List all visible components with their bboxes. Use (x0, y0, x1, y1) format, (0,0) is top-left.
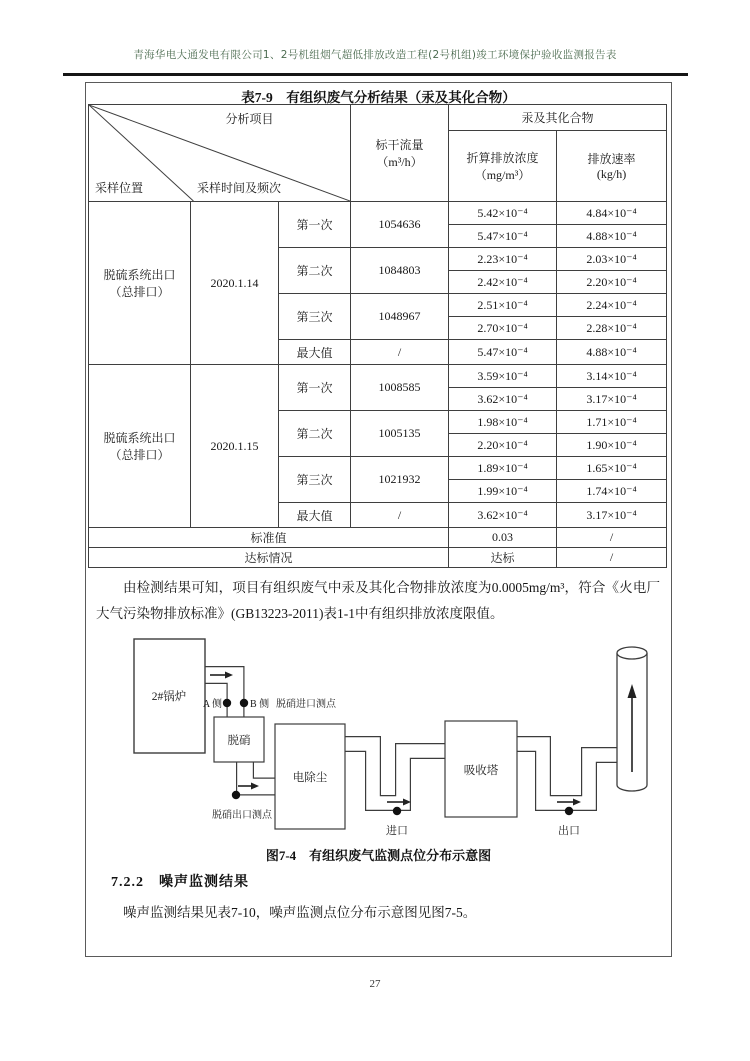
concentration-value-cell: 2.23×10⁻⁴ (449, 248, 557, 271)
scr-outlet-point-label: 脱硝出口测点 (212, 810, 272, 821)
inlet-measurement-dot (393, 807, 401, 815)
concentration-value-cell: 2.20×10⁻⁴ (449, 434, 557, 457)
max-label-cell: 最大值 (279, 340, 351, 365)
concentration-value-cell: 1.89×10⁻⁴ (449, 457, 557, 480)
flow-value-cell: 1008585 (351, 365, 449, 411)
flow-value-cell: 1054636 (351, 202, 449, 248)
date-cell: 2020.1.14 (191, 202, 279, 365)
rate-value-cell: 1.90×10⁻⁴ (557, 434, 667, 457)
concentration-value-cell: 1.99×10⁻⁴ (449, 480, 557, 503)
concentration-value-cell: 5.47×10⁻⁴ (449, 225, 557, 248)
document-header: 青海华电大通发电有限公司1、2号机组烟气超低排放改造工程(2号机组)竣工环境保护验收监测报告表 (133, 49, 617, 61)
standard-value-cell: 0.03 (449, 528, 557, 548)
date-cell: 2020.1.15 (191, 365, 279, 528)
emissions-table (88, 104, 667, 568)
header-rule (63, 73, 688, 76)
rate-value-cell: 1.71×10⁻⁴ (557, 411, 667, 434)
flow-value-cell: 1048967 (351, 294, 449, 340)
concentration-value-cell: 2.51×10⁻⁴ (449, 294, 557, 317)
run-label-cell: 第一次 (279, 365, 351, 411)
run-label-cell: 第二次 (279, 411, 351, 457)
header-concentration-unit: （mg/m³） (474, 168, 531, 182)
concentration-value-cell: 1.98×10⁻⁴ (449, 411, 557, 434)
scr-inlet-point-label: 脱硝进口测点 (276, 699, 336, 710)
rate-value-cell: 2.24×10⁻⁴ (557, 294, 667, 317)
run-label-cell: 第三次 (279, 457, 351, 503)
compliance-status-cell: 达标 (449, 548, 557, 568)
run-label-cell: 第三次 (279, 294, 351, 340)
header-flow (351, 105, 449, 202)
absorber-label: 吸收塔 (463, 765, 499, 777)
header-flow-label: 标干流量 (375, 138, 424, 152)
process-flow-diagram (111, 634, 671, 841)
header-sampling-location: 采样位置 (95, 181, 144, 195)
rate-value-cell: 1.74×10⁻⁴ (557, 480, 667, 503)
rate-value-cell: 1.65×10⁻⁴ (557, 457, 667, 480)
concentration-value-cell: 2.42×10⁻⁴ (449, 271, 557, 294)
esp-label: 电除尘 (292, 772, 328, 784)
location-line1: 脱硫系统出口 (103, 268, 176, 282)
location-line2: （总排口） (109, 448, 170, 462)
header-rate-label: 排放速率 (587, 152, 636, 166)
rate-value-cell: 3.14×10⁻⁴ (557, 365, 667, 388)
compliance-rate-cell: / (557, 548, 667, 568)
flow-value-cell: 1021932 (351, 457, 449, 503)
outlet-measurement-dot (565, 807, 573, 815)
section-text: 噪声监测结果见表7-10，噪声监测点位分布示意图见图7-5。 (123, 905, 477, 920)
rate-value-cell: 3.17×10⁻⁴ (557, 388, 667, 411)
max-label-cell: 最大值 (279, 503, 351, 528)
standard-rate-cell: / (557, 528, 667, 548)
header-analysis-item: 分析项目 (225, 112, 274, 126)
location-line2: （总排口） (109, 285, 170, 299)
page-number: 27 (369, 978, 381, 990)
stack-cylinder (617, 647, 647, 791)
rate-value-cell: 2.28×10⁻⁴ (557, 317, 667, 340)
header-flow-unit: （m³/h） (376, 155, 423, 169)
diagonal-header-cell (89, 105, 351, 202)
concentration-value-cell: 2.70×10⁻⁴ (449, 317, 557, 340)
header-concentration (449, 131, 557, 202)
header-mercury-group: 汞及其化合物 (449, 105, 667, 131)
rate-value-cell: 2.20×10⁻⁴ (557, 271, 667, 294)
header-sampling-time: 采样时间及频次 (197, 181, 282, 195)
side-b-measurement-dot (240, 699, 248, 707)
location-cell (89, 202, 191, 365)
rate-value-cell: 2.03×10⁻⁴ (557, 248, 667, 271)
flow-value-cell: 1005135 (351, 411, 449, 457)
outlet-label: 出口 (558, 825, 580, 837)
standard-value-label-cell: 标准值 (89, 528, 449, 548)
flow-value-cell: 1084803 (351, 248, 449, 294)
max-flow-cell: / (351, 340, 449, 365)
concentration-value-cell: 3.62×10⁻⁴ (449, 388, 557, 411)
max-concentration-cell: 3.62×10⁻⁴ (449, 503, 557, 528)
run-label-cell: 第二次 (279, 248, 351, 294)
concentration-value-cell: 5.42×10⁻⁴ (449, 202, 557, 225)
rate-value-cell: 4.84×10⁻⁴ (557, 202, 667, 225)
max-concentration-cell: 5.47×10⁻⁴ (449, 340, 557, 365)
inlet-label: 进口 (386, 825, 408, 837)
header-concentration-label: 折算排放浓度 (466, 151, 539, 165)
concentration-value-cell: 3.59×10⁻⁴ (449, 365, 557, 388)
section-heading: 7.2.2 噪声监测结果 (111, 875, 249, 890)
max-rate-cell: 4.88×10⁻⁴ (557, 340, 667, 365)
rate-value-cell: 4.88×10⁻⁴ (557, 225, 667, 248)
location-cell (89, 365, 191, 528)
max-flow-cell: / (351, 503, 449, 528)
max-rate-cell: 3.17×10⁻⁴ (557, 503, 667, 528)
scr-outlet-measurement-dot (232, 791, 240, 799)
figure-caption: 图7-4 有组织废气监测点位分布示意图 (265, 848, 492, 863)
boiler-label: 2#锅炉 (151, 691, 187, 703)
location-line1: 脱硫系统出口 (103, 431, 176, 445)
report-content-box (85, 82, 672, 957)
side-b-label: B 侧 (250, 699, 270, 710)
run-label-cell: 第一次 (279, 202, 351, 248)
side-a-measurement-dot (223, 699, 231, 707)
result-paragraph: 由检测结果可知，项目有组织废气中汞及其化合物排放浓度为0.0005mg/m³，符合《火电厂大气污染物排放标准》(GB13223-2011)表1-1中有组织排放浓度限值。 (96, 580, 660, 622)
header-rate (557, 131, 667, 202)
compliance-label-cell: 达标情况 (89, 548, 449, 568)
side-a-label: A 侧 (202, 699, 222, 710)
scr-label: 脱硝 (227, 735, 251, 747)
header-rate-unit: (kg/h) (596, 167, 627, 181)
table-title: 表7-9 有组织废气分析结果（汞及其化合物） (241, 90, 516, 105)
